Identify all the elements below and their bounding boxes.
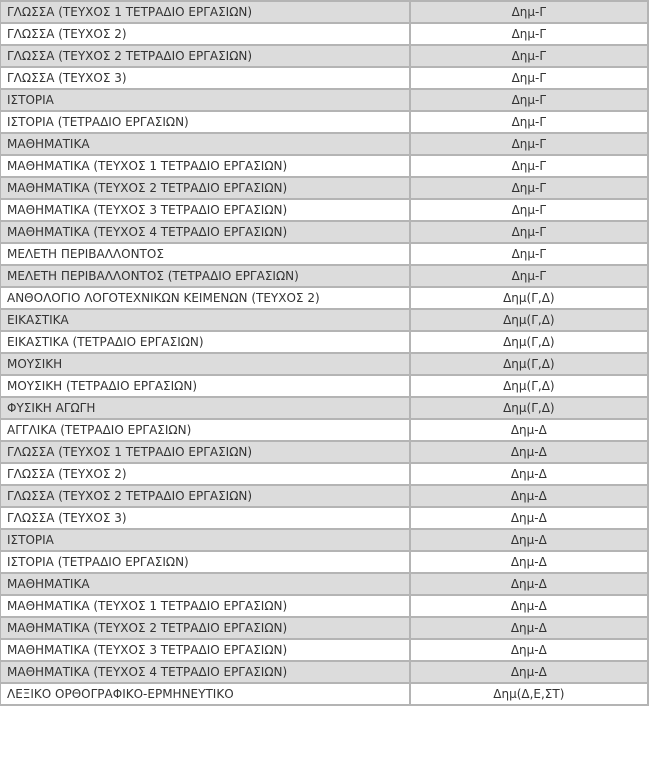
book-title-cell: ΙΣΤΟΡΙΑ	[0, 89, 410, 111]
grade-level-cell: Δημ-Δ	[410, 485, 648, 507]
book-title-cell: ΓΛΩΣΣΑ (ΤΕΥΧΟΣ 2)	[0, 23, 410, 45]
table-row	[0, 243, 648, 265]
grade-level-cell: Δημ-Γ	[410, 177, 648, 199]
table-row	[0, 309, 648, 331]
book-title-cell: ΜΕΛΕΤΗ ΠΕΡΙΒΑΛΛΟΝΤΟΣ	[0, 243, 410, 265]
table-row	[0, 485, 648, 507]
table-row	[0, 661, 648, 683]
book-title-cell: ΓΛΩΣΣΑ (ΤΕΥΧΟΣ 2 ΤΕΤΡΑΔΙΟ ΕΡΓΑΣΙΩΝ)	[0, 485, 410, 507]
table-row	[0, 353, 648, 375]
book-title-cell: ΜΑΘΗΜΑΤΙΚΑ (ΤΕΥΧΟΣ 3 ΤΕΤΡΑΔΙΟ ΕΡΓΑΣΙΩΝ)	[0, 199, 410, 221]
table-row	[0, 23, 648, 45]
grade-level-cell: Δημ-Δ	[410, 551, 648, 573]
table-row	[0, 45, 648, 67]
grade-level-cell: Δημ-Γ	[410, 67, 648, 89]
book-title-cell: ΜΑΘΗΜΑΤΙΚΑ (ΤΕΥΧΟΣ 4 ΤΕΤΡΑΔΙΟ ΕΡΓΑΣΙΩΝ)	[0, 221, 410, 243]
book-title-cell: ΜΑΘΗΜΑΤΙΚΑ	[0, 573, 410, 595]
table-row	[0, 375, 648, 397]
grade-level-cell: Δημ-Γ	[410, 111, 648, 133]
book-title-cell: ΕΙΚΑΣΤΙΚΑ (ΤΕΤΡΑΔΙΟ ΕΡΓΑΣΙΩΝ)	[0, 331, 410, 353]
table-row	[0, 617, 648, 639]
grade-level-cell: Δημ-Δ	[410, 529, 648, 551]
book-title-cell: ΑΓΓΛΙΚΑ (ΤΕΤΡΑΔΙΟ ΕΡΓΑΣΙΩΝ)	[0, 419, 410, 441]
table-row	[0, 1, 648, 23]
book-title-cell: ΓΛΩΣΣΑ (ΤΕΥΧΟΣ 1 ΤΕΤΡΑΔΙΟ ΕΡΓΑΣΙΩΝ)	[0, 1, 410, 23]
grade-level-cell: Δημ-Γ	[410, 265, 648, 287]
table-row	[0, 639, 648, 661]
table-row	[0, 419, 648, 441]
table-row	[0, 595, 648, 617]
book-title-cell: ΜΑΘΗΜΑΤΙΚΑ (ΤΕΥΧΟΣ 1 ΤΕΤΡΑΔΙΟ ΕΡΓΑΣΙΩΝ)	[0, 155, 410, 177]
grade-level-cell: Δημ-Γ	[410, 89, 648, 111]
book-title-cell: ΓΛΩΣΣΑ (ΤΕΥΧΟΣ 2)	[0, 463, 410, 485]
grade-level-cell: Δημ-Δ	[410, 661, 648, 683]
table-row	[0, 507, 648, 529]
table-row	[0, 529, 648, 551]
table-row	[0, 573, 648, 595]
book-title-cell: ΜΑΘΗΜΑΤΙΚΑ (ΤΕΥΧΟΣ 3 ΤΕΤΡΑΔΙΟ ΕΡΓΑΣΙΩΝ)	[0, 639, 410, 661]
grade-level-cell: Δημ-Γ	[410, 45, 648, 67]
table-row	[0, 331, 648, 353]
grade-level-cell: Δημ-Δ	[410, 573, 648, 595]
book-title-cell: ΜΑΘΗΜΑΤΙΚΑ (ΤΕΥΧΟΣ 1 ΤΕΤΡΑΔΙΟ ΕΡΓΑΣΙΩΝ)	[0, 595, 410, 617]
grade-level-cell: Δημ-Γ	[410, 199, 648, 221]
grade-level-cell: Δημ(Γ,Δ)	[410, 353, 648, 375]
book-title-cell: ΜΑΘΗΜΑΤΙΚΑ (ΤΕΥΧΟΣ 2 ΤΕΤΡΑΔΙΟ ΕΡΓΑΣΙΩΝ)	[0, 617, 410, 639]
grade-level-cell: Δημ-Γ	[410, 221, 648, 243]
book-title-cell: ΑΝΘΟΛΟΓΙΟ ΛΟΓΟΤΕΧΝΙΚΩΝ ΚΕΙΜΕΝΩΝ (ΤΕΥΧΟΣ 2)	[0, 287, 410, 309]
book-title-cell: ΜΟΥΣΙΚΗ (ΤΕΤΡΑΔΙΟ ΕΡΓΑΣΙΩΝ)	[0, 375, 410, 397]
table-row	[0, 177, 648, 199]
grade-level-cell: Δημ-Δ	[410, 507, 648, 529]
table-row	[0, 441, 648, 463]
table-row	[0, 199, 648, 221]
grade-level-cell: Δημ-Γ	[410, 23, 648, 45]
book-title-cell: ΙΣΤΟΡΙΑ	[0, 529, 410, 551]
table-row	[0, 551, 648, 573]
table-row	[0, 221, 648, 243]
grade-level-cell: Δημ-Γ	[410, 155, 648, 177]
grade-level-cell: Δημ(Γ,Δ)	[410, 287, 648, 309]
grade-level-cell: Δημ-Δ	[410, 463, 648, 485]
table-row	[0, 287, 648, 309]
book-title-cell: ΛΕΞΙΚΟ ΟΡΘΟΓΡΑΦΙΚΟ-ΕΡΜΗΝΕΥΤΙΚΟ	[0, 683, 410, 705]
book-title-cell: ΙΣΤΟΡΙΑ (ΤΕΤΡΑΔΙΟ ΕΡΓΑΣΙΩΝ)	[0, 111, 410, 133]
table-row	[0, 463, 648, 485]
book-title-cell: ΜΑΘΗΜΑΤΙΚΑ	[0, 133, 410, 155]
grade-level-cell: Δημ(Γ,Δ)	[410, 309, 648, 331]
book-title-cell: ΜΕΛΕΤΗ ΠΕΡΙΒΑΛΛΟΝΤΟΣ (ΤΕΤΡΑΔΙΟ ΕΡΓΑΣΙΩΝ)	[0, 265, 410, 287]
grade-level-cell: Δημ(Γ,Δ)	[410, 375, 648, 397]
grade-level-cell: Δημ-Δ	[410, 419, 648, 441]
book-title-cell: ΦΥΣΙΚΗ ΑΓΩΓΗ	[0, 397, 410, 419]
book-title-cell: ΜΑΘΗΜΑΤΙΚΑ (ΤΕΥΧΟΣ 4 ΤΕΤΡΑΔΙΟ ΕΡΓΑΣΙΩΝ)	[0, 661, 410, 683]
table-row	[0, 89, 648, 111]
grade-level-cell: Δημ(Γ,Δ)	[410, 331, 648, 353]
book-title-cell: ΕΙΚΑΣΤΙΚΑ	[0, 309, 410, 331]
book-title-cell: ΜΟΥΣΙΚΗ	[0, 353, 410, 375]
grade-level-cell: Δημ-Γ	[410, 1, 648, 23]
table-row	[0, 397, 648, 419]
grade-level-cell: Δημ-Δ	[410, 595, 648, 617]
table-row	[0, 265, 648, 287]
book-title-cell: ΓΛΩΣΣΑ (ΤΕΥΧΟΣ 3)	[0, 507, 410, 529]
book-title-cell: ΜΑΘΗΜΑΤΙΚΑ (ΤΕΥΧΟΣ 2 ΤΕΤΡΑΔΙΟ ΕΡΓΑΣΙΩΝ)	[0, 177, 410, 199]
book-title-cell: ΓΛΩΣΣΑ (ΤΕΥΧΟΣ 1 ΤΕΤΡΑΔΙΟ ΕΡΓΑΣΙΩΝ)	[0, 441, 410, 463]
table-row	[0, 67, 648, 89]
grade-level-cell: Δημ-Δ	[410, 441, 648, 463]
book-title-cell: ΓΛΩΣΣΑ (ΤΕΥΧΟΣ 3)	[0, 67, 410, 89]
book-title-cell: ΓΛΩΣΣΑ (ΤΕΥΧΟΣ 2 ΤΕΤΡΑΔΙΟ ΕΡΓΑΣΙΩΝ)	[0, 45, 410, 67]
table-row	[0, 111, 648, 133]
grade-level-cell: Δημ(Γ,Δ)	[410, 397, 648, 419]
book-title-cell: ΙΣΤΟΡΙΑ (ΤΕΤΡΑΔΙΟ ΕΡΓΑΣΙΩΝ)	[0, 551, 410, 573]
grade-level-cell: Δημ-Δ	[410, 617, 648, 639]
grade-level-cell: Δημ-Γ	[410, 133, 648, 155]
table-row	[0, 683, 648, 705]
grade-level-cell: Δημ-Δ	[410, 639, 648, 661]
book-table-body	[0, 1, 648, 705]
grade-level-cell: Δημ-Γ	[410, 243, 648, 265]
grade-level-cell: Δημ(Δ,Ε,ΣΤ)	[410, 683, 648, 705]
table-row	[0, 155, 648, 177]
table-row	[0, 133, 648, 155]
